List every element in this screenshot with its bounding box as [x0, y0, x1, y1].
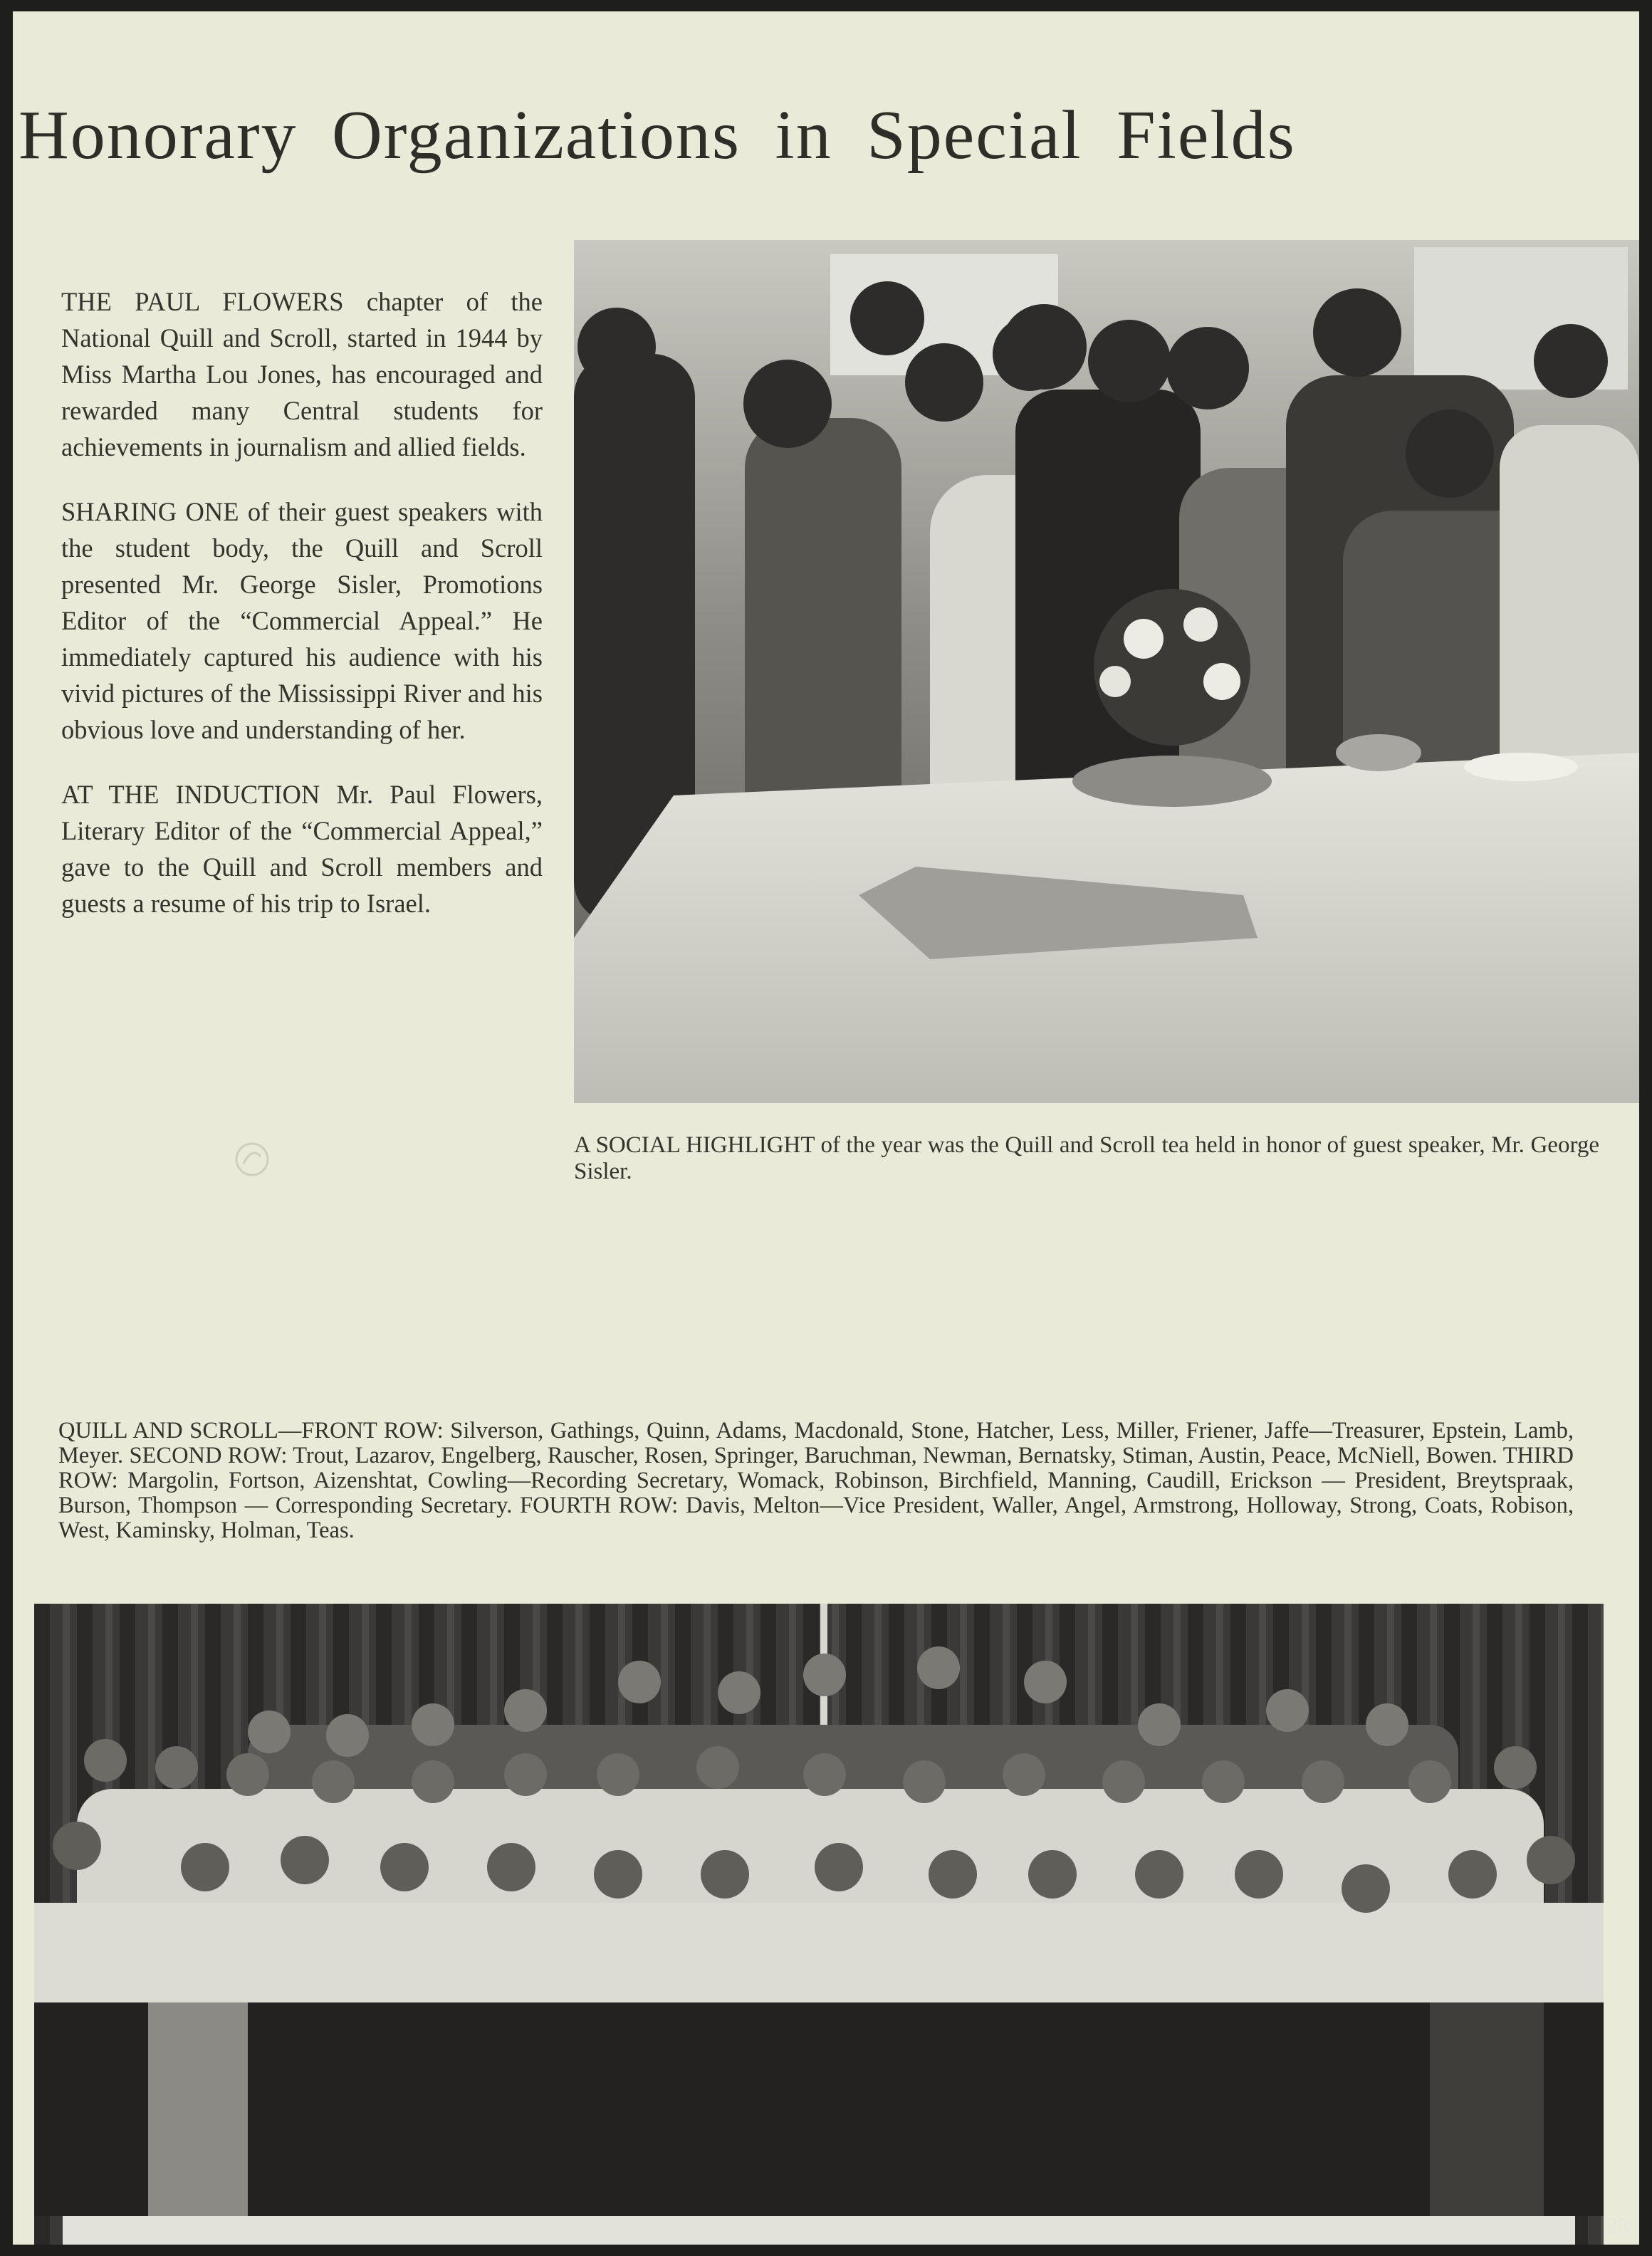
- yearbook-page: [13, 11, 1639, 2245]
- watermark-seal-icon: [232, 1139, 272, 1179]
- group-photo-caption: QUILL AND SCROLL—FRONT ROW: Silverson, Gathings, Quinn, Adams, Macdonald, Stone, Hatcher, Less, Miller, Friener, Jaffe—Treasurer, Epstein, Lamb, Meyer. SECOND ROW: Trout, Lazarov, Engelberg, Rauscher, Rosen, Springer, Baruchman, Newman, Bernatsky, Stiman, Austin, Peace, McNiell, Bowen. THIRD ROW: Margolin, Fortson, Aizenshtat, Cowling—Recording Secretary, Womack, Robinson, Birchfield, Manning, Caudill, Erickson — President, Breytspraak, Burson, Thompson — Corresponding Secretary. FOURTH ROW: Davis, Melton—Vice President, Waller, Angel, Armstrong, Holloway, Strong, Coats, Robison, West, Kaminsky, Holman, Teas.: [58, 1418, 1574, 1543]
- group-photo: [34, 1604, 1604, 2245]
- tea-photo-caption: A SOCIAL HIGHLIGHT of the year was the Quill and Scroll tea held in honor of guest speaker, Mr. George Sisler.: [574, 1132, 1599, 1184]
- intro-paragraph-speaker: SHARING ONE of their guest speakers with the student body, the Quill and Scroll presented Mr. George Sisler, Promotions Editor of the “Commercial Appeal.” He immediately captured his audience with his vivid pictures of the Mississippi River and his obvious love and understanding of her.: [61, 497, 543, 744]
- page-number: 23: [1605, 2215, 1629, 2238]
- page-title: Honorary Organizations in Special Fields: [19, 97, 1296, 174]
- intro-text: [61, 283, 543, 950]
- intro-paragraph-chapter: THE PAUL FLOWERS chapter of the National Quill and Scroll, started in 1944 by Miss Martha Lou Jones, has encouraged and rewarded many Central students for achievements in journalism and allied fields.: [61, 287, 543, 461]
- tea-party-photo: [574, 240, 1639, 1103]
- intro-paragraph-induction: AT THE INDUCTION Mr. Paul Flowers, Literary Editor of the “Commercial Appeal,” gave to the Quill and Scroll members and guests a resume of his trip to Israel.: [61, 780, 543, 918]
